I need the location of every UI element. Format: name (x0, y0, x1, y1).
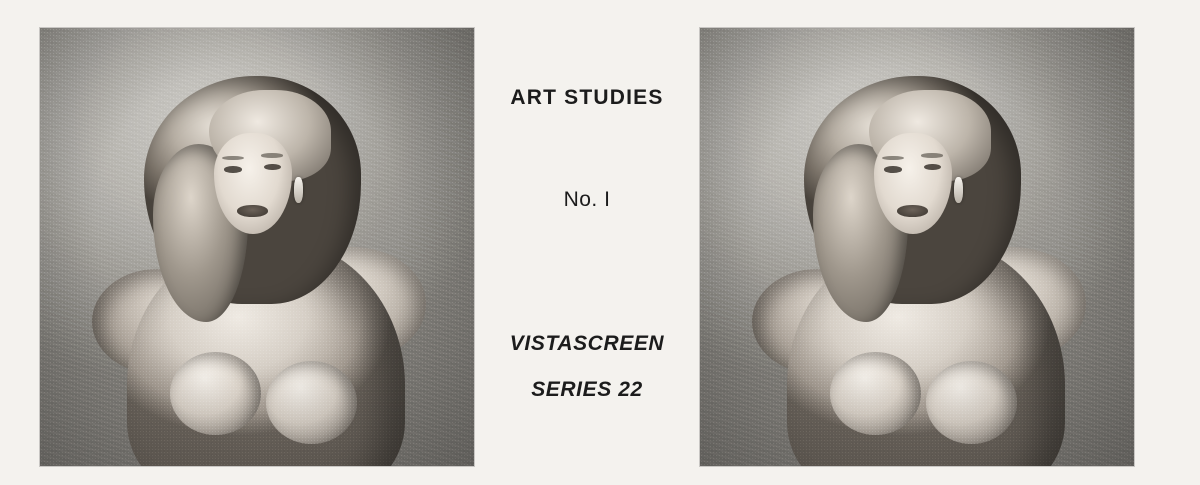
bust-left (830, 352, 921, 435)
lips (237, 205, 267, 216)
portrait-figure-left (40, 28, 474, 466)
earring (954, 177, 964, 203)
eyebrow-right (261, 153, 283, 157)
card-number: No. I (563, 188, 611, 211)
earring (294, 177, 304, 203)
portrait-figure-right (700, 28, 1134, 466)
stereo-photo-right (700, 28, 1134, 466)
eye-left (884, 166, 901, 173)
lips (897, 205, 927, 216)
stereo-photo-left (40, 28, 474, 466)
eyebrow-right (921, 153, 943, 157)
bust-right (926, 361, 1017, 444)
card-title: ART STUDIES (510, 86, 664, 109)
bust-left (170, 352, 261, 435)
center-text-column (474, 28, 700, 466)
brand-name: VISTASCREEN (509, 332, 665, 355)
eye-left (224, 166, 241, 173)
series-label: SERIES 22 (531, 378, 643, 401)
bust-right (266, 361, 357, 444)
